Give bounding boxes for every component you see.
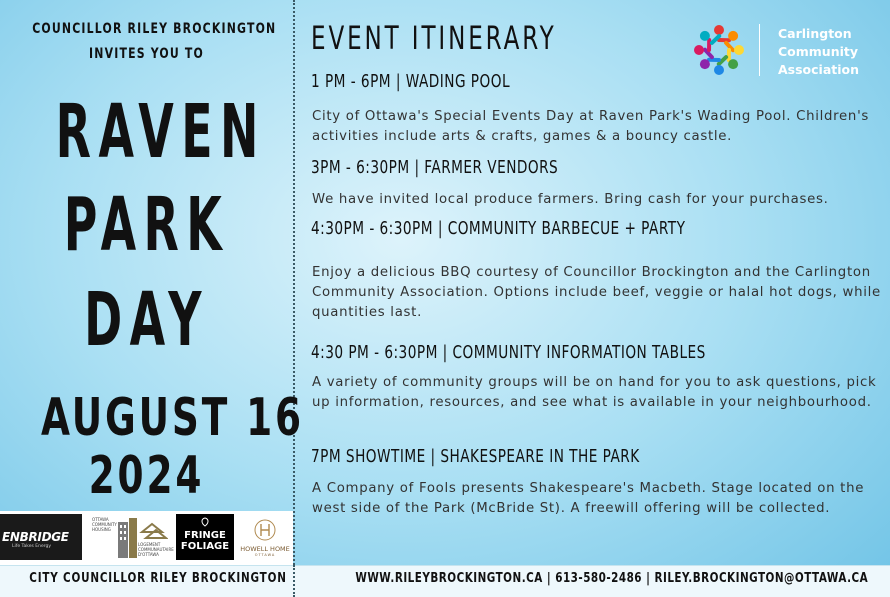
sponsor-logos xyxy=(0,511,293,565)
community-people-icon xyxy=(690,18,750,82)
invites-line-2: INVITES YOU TO xyxy=(89,46,204,62)
och-line-2: COMMUNITY xyxy=(92,522,117,527)
fringe-line-2: FOLIAGE xyxy=(180,541,230,552)
event-3-description: Enjoy a delicious BBQ courtesy of Councillor Brockington and the Carlington Community Association. Options include beef, veggie or halal hot dogs, while quantities last. xyxy=(312,265,881,320)
footer-councillor: CITY COUNCILLOR RILEY BROCKINGTON xyxy=(29,571,287,586)
invites-line-1: COUNCILLOR RILEY BROCKINGTON xyxy=(32,21,277,37)
ottawa-community-housing-logo xyxy=(86,514,172,560)
event-4-description: A variety of community groups will be on hand for you to ask questions, pick up information, resources, and see what is available in your neighbourhood. xyxy=(312,375,877,410)
figure-head xyxy=(694,45,704,55)
figure-head xyxy=(714,65,724,75)
logo-line-2: Community xyxy=(778,44,859,59)
leaf-icon xyxy=(199,517,211,527)
figure-arm xyxy=(712,36,719,43)
och-line-1: OTTAWA xyxy=(92,517,109,522)
logo-line-1: Carlington xyxy=(778,26,852,41)
och-fr-line-2: COMMUNAUTAIRE xyxy=(138,547,174,552)
event-date: AUGUST 16 xyxy=(41,388,304,448)
figure-head xyxy=(700,31,710,41)
footer-divider xyxy=(293,565,295,597)
howell-city: OTTAWA xyxy=(254,553,276,557)
figure-head xyxy=(714,25,724,35)
howell-home-logo xyxy=(237,514,293,560)
figure-head xyxy=(734,45,744,55)
monogram-icon xyxy=(254,518,276,542)
event-2-description: We have invited local produce farmers. Bring cash for your purchases. xyxy=(312,192,829,207)
och-fr-line-1: LOGEMENT xyxy=(138,542,161,547)
figure-head xyxy=(700,59,710,69)
title-raven: RAVEN xyxy=(55,89,266,175)
event-5-description: A Company of Fools presents Shakespeare's Macbeth. Stage located on the west side of the Park (McBride St). A freewill offering will be collected. xyxy=(312,481,865,516)
event-1-description: City of Ottawa's Special Events Day at Raven Park's Wading Pool. Children's activities include arts & crafts, games & a bouncy castle. xyxy=(312,109,870,144)
event-2-title: 3PM - 6:30PM | FARMER VENDORS xyxy=(311,157,559,178)
och-fr-line-3: D'OTTAWA xyxy=(138,552,159,557)
enbridge-wordmark: ENBRIDGE xyxy=(2,530,69,544)
enbridge-logo xyxy=(0,514,82,560)
event-3-title: 4:30PM - 6:30PM | COMMUNITY BARBECUE + PARTY xyxy=(311,218,686,239)
itinerary-heading: EVENT ITINERARY xyxy=(311,19,557,57)
event-4-title: 4:30 PM - 6:30PM | COMMUNITY INFORMATION TABLES xyxy=(311,342,706,363)
figure-head xyxy=(728,31,738,41)
fringe-line-1: FRINGE xyxy=(184,530,226,541)
title-day: DAY xyxy=(84,277,209,363)
title-park: PARK xyxy=(63,182,230,268)
event-year: 2024 xyxy=(88,446,205,506)
och-line-3: HOUSING xyxy=(92,527,111,532)
howell-name: HOWELL HOME xyxy=(240,545,290,553)
enbridge-tagline: Life Takes Energy xyxy=(12,544,52,549)
figure-head xyxy=(728,59,738,69)
column-divider xyxy=(293,0,295,565)
logo-separator xyxy=(759,24,760,76)
event-1-title: 1 PM - 6PM | WADING POOL xyxy=(311,71,511,92)
logo-line-3: Association xyxy=(778,62,860,77)
fringe-foliage-logo xyxy=(176,514,234,560)
footer-contact-info[interactable]: WWW.RILEYBROCKINGTON.CA | 613-580-2486 | RILEY.BROCKINGTON@OTTAWA.CA xyxy=(355,571,869,586)
event-5-title: 7PM SHOWTIME | SHAKESPEARE IN THE PARK xyxy=(311,446,640,467)
